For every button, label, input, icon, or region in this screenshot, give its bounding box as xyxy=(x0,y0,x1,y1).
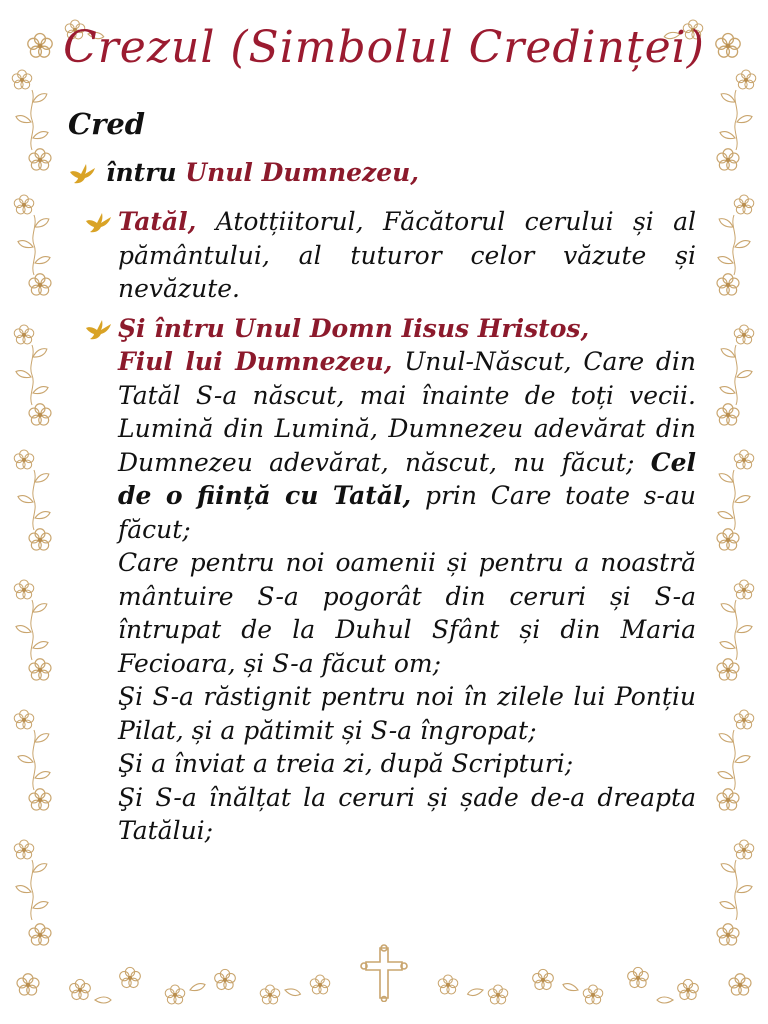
line1-highlight: Unul Dumnezeu, xyxy=(185,157,420,187)
item2-para5: Şi S-a înălțat la ceruri și șade de-a dreapta Tatălui; xyxy=(118,782,696,845)
item2-highlight-a: Şi întru Unul Domn Iisus Hristos, xyxy=(118,313,590,343)
line1-prefix: întru xyxy=(106,157,186,187)
item2-para2: Care pentru noi oamenii și pentru a noastră mântuire S-a pogorât din ceruri și S-a întrupat de la Duhul Sfânt și din Maria Fecioara, și S-a făcut om; xyxy=(118,548,696,678)
item2-para3: Şi S-a răstignit pentru noi în zilele lui Ponțiu Pilat, și a pătimit și S-a îngropat; xyxy=(118,682,696,745)
dove-icon xyxy=(84,209,114,235)
creed-item-father xyxy=(60,205,696,306)
creed-line-god xyxy=(60,156,696,190)
item2-highlight-b: Fiul lui Dumnezeu, xyxy=(118,347,393,376)
page-title: Crezul (Simbolul Credinței) xyxy=(63,22,705,73)
dove-icon xyxy=(68,160,98,186)
creed-text xyxy=(60,108,696,854)
intro-word: Cred xyxy=(68,107,146,141)
cross-icon xyxy=(358,944,410,1002)
item2-para4: Şi a înviat a treia zi, după Scripturi; xyxy=(118,749,574,778)
item1-highlight: Tatăl, xyxy=(118,207,197,236)
creed-item-son xyxy=(60,312,696,848)
item1-text: Atotțiitorul, Făcătorul cerului și al pământului, al tuturor celor văzute și nevăzute. xyxy=(118,207,696,303)
item2-text-a: Unul-Născut, Care din Tatăl S-a născut, mai înainte de toți vecii. Lumină din Lumină, Dumnezeu adevărat din Dumnezeu adevărat, născut, nu făcut; xyxy=(118,347,696,477)
item2-text-b: prin Care toate s-au făcut; xyxy=(118,481,697,544)
item2-bold: Cel de o ființă cu Tatăl, xyxy=(118,447,696,510)
dove-icon xyxy=(84,316,114,342)
